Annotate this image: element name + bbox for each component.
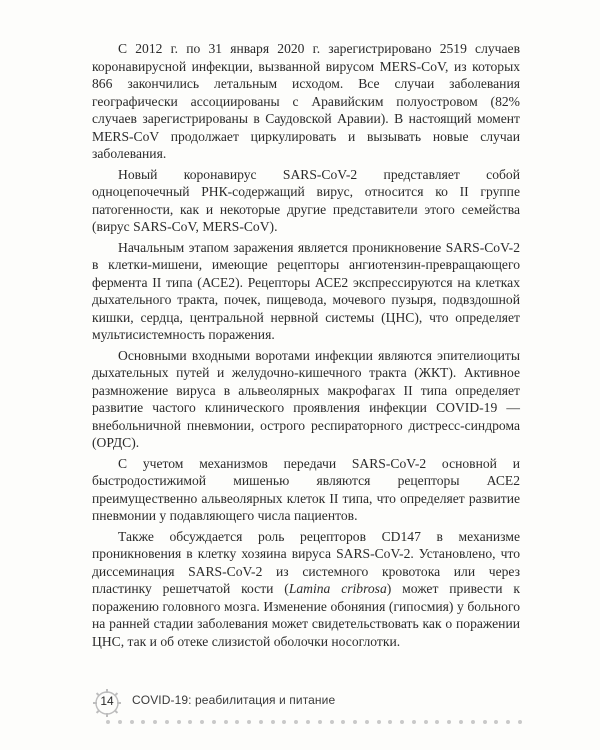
- rule-dot: [377, 720, 381, 724]
- rule-dot: [506, 720, 510, 724]
- rule-dot: [471, 720, 475, 724]
- paragraph: С 2012 г. по 31 января 2020 г. зарегистрировано 2519 случаев коронавирусной инфекции, вызванной вирусом MERS-CoV, из которых 866 закончились летальным исходом. Все случаи заболевания географически ассоциированы с Аравийским полуостровом (82% случаев зарегистрированы в Саудовской Аравии). В настоящий момент MERS-CoV продолжает циркулировать и вызывать новые случаи заболевания.: [92, 41, 520, 161]
- rule-dot: [447, 720, 451, 724]
- rule-dot: [259, 720, 263, 724]
- rule-dot: [247, 720, 251, 724]
- rule-dot: [518, 720, 522, 724]
- rule-dot: [459, 720, 463, 724]
- page-number-badge: [92, 688, 122, 718]
- rule-dot: [483, 720, 487, 724]
- rule-dot: [188, 720, 192, 724]
- page-number: 14: [100, 694, 114, 708]
- rule-dot: [412, 720, 416, 724]
- paragraph: Основными входными воротами инфекции являются эпителиоциты дыхательных путей и желудочно-кишечного тракта (ЖКТ). Активное размножение вируса в альвеолярных макрофагах II типа определяет развитие частого клинического проявления инфекции COVID-19 — внебольничной пневмонии, острого респираторного дистресс-синдрома (ОРДС).: [92, 347, 520, 450]
- rule-dot: [141, 720, 145, 724]
- rule-dot: [130, 720, 134, 724]
- paragraph: [92, 528, 520, 651]
- rule-dot: [400, 720, 404, 724]
- paragraph-text-end: ) может привести к поражению головного мозга. Изменение обоняния (гипосмия) у больного на ранней стадии заболевания может свидетельствовать как о поражении ЦНС, так и об отеке слизистой оболочки носоглотки.: [92, 581, 521, 649]
- rule-dot: [224, 720, 228, 724]
- rule-dot: [435, 720, 439, 724]
- running-head: COVID-19: реабилитация и питание: [132, 693, 336, 707]
- paragraph: Начальным этапом заражения является проникновение SARS-CoV-2 в клетки-мишени, имеющие рецепторы ангиотензин-превращающего фермента II типа (АСЕ2). Рецепторы АСЕ2 экспрессируются на клетках дыхательного тракта, почек, пищевода, мочевого пузыря, подвздошной кишки, сердца, центральной нервной системы (ЦНС), что определяет мультисистемность поражения.: [92, 239, 520, 342]
- rule-dot: [353, 720, 357, 724]
- rule-dot: [294, 720, 298, 724]
- rule-dot: [341, 720, 345, 724]
- rule-dot: [330, 720, 334, 724]
- rule-dot: [177, 720, 181, 724]
- rule-dot: [118, 720, 122, 724]
- dotted-rule: [106, 720, 522, 726]
- rule-dot: [282, 720, 286, 724]
- rule-dot: [365, 720, 369, 724]
- rule-dot: [388, 720, 392, 724]
- rule-dot: [212, 720, 216, 724]
- rule-dot: [106, 720, 110, 724]
- rule-dot: [494, 720, 498, 724]
- rule-dot: [306, 720, 310, 724]
- rule-dot: [200, 720, 204, 724]
- body-text: [92, 40, 520, 653]
- rule-dot: [271, 720, 275, 724]
- rule-dot: [318, 720, 322, 724]
- rule-dot: [153, 720, 157, 724]
- paragraph-text-start: Также обсуждается роль рецепторов CD147 в механизме проникновения в клетку хозяина вируса SARS-CoV-2. Установлено, что диссеминация SARS-CoV-2 из системного кровотока или через пластинку решетчатой кости (: [92, 528, 520, 596]
- rule-dot: [235, 720, 239, 724]
- italic-term: Lamina cribrosa: [288, 581, 387, 596]
- paragraph: С учетом механизмов передачи SARS-CoV-2 основной и быстродостижимой мишенью являются рецепторы АСЕ2 преимущественно альвеолярных клеток II типа, что определяет развитие пневмонии у подавляющего числа пациентов.: [92, 455, 520, 523]
- rule-dot: [424, 720, 428, 724]
- rule-dot: [165, 720, 169, 724]
- page-footer: [92, 688, 522, 728]
- paragraph: Новый коронавирус SARS-CoV-2 представляет собой одноцепочечный РНК-содержащий вирус, относится ко II группе патогенности, как и некоторые другие представители этого семейства (вирус SARS-CoV, MERS-CoV).: [92, 166, 520, 234]
